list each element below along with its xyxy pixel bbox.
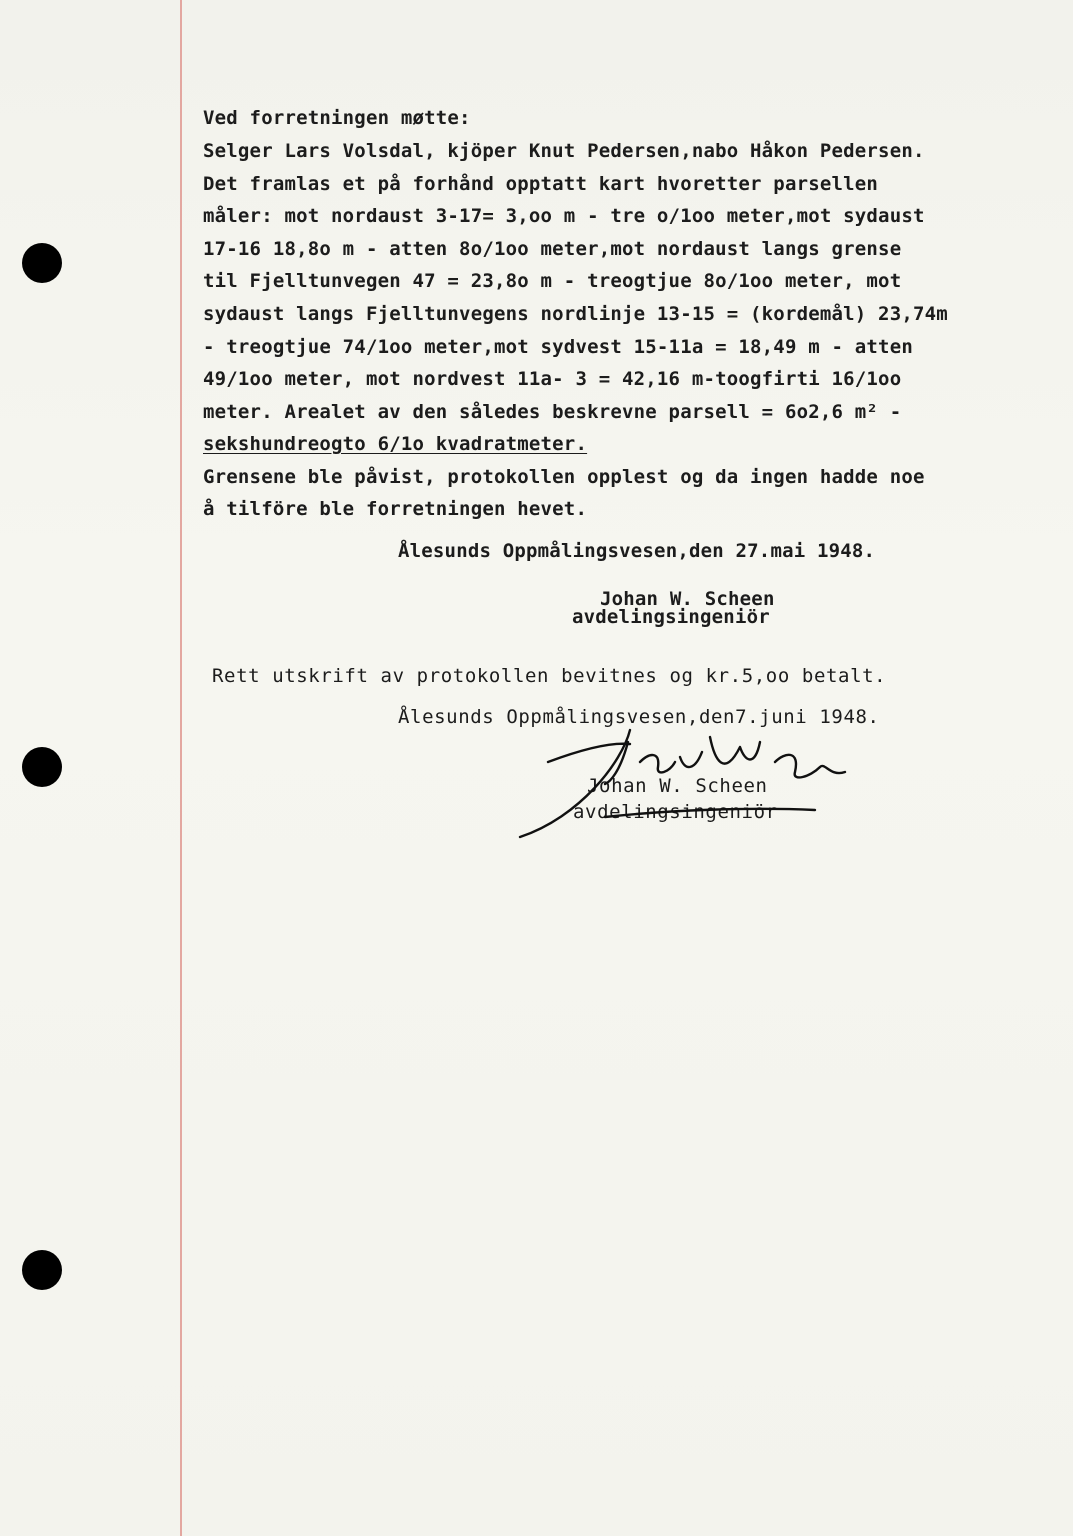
heading: Ved forretningen møtte: [203, 107, 471, 129]
body-line: 49/1oo meter, mot nordvest 11a- 3 = 42,16 m-toogfirti 16/1oo [203, 368, 902, 390]
body-line: 17-16 18,8o m - atten 8o/1oo meter,mot nordaust langs grense [203, 238, 902, 260]
signer-title: avdelingsingeniör [572, 606, 770, 628]
body-line: måler: mot nordaust 3-17= 3,oo m - tre o/1oo meter,mot sydaust [203, 205, 925, 227]
signer-name: Johan W. Scheen [587, 775, 768, 797]
place-date: Ålesunds Oppmålingsvesen,den7.juni 1948. [398, 706, 880, 728]
body-line: Selger Lars Volsdal, kjöper Knut Pedersen,nabo Håkon Pedersen. [203, 140, 925, 162]
red-margin-line [180, 0, 182, 1536]
punch-hole [22, 747, 62, 787]
body-line: sydaust langs Fjelltunvegens nordlinje 13-15 = (kordemål) 23,74m [203, 303, 948, 325]
body-line: Grensene ble påvist, protokollen opplest og da ingen hadde noe [203, 466, 925, 488]
handwritten-signature [510, 722, 870, 847]
body-line: å tilföre ble forretningen hevet. [203, 498, 588, 520]
punch-hole [22, 243, 62, 283]
body-line: meter. Arealet av den således beskrevne parsell = 6o2,6 m² - [203, 401, 902, 423]
body-line: til Fjelltunvegen 47 = 23,8o m - treogtjue 8o/1oo meter, mot [203, 270, 902, 292]
place-date: Ålesunds Oppmålingsvesen,den 27.mai 1948. [398, 540, 876, 562]
body-line: sekshundreogto 6/1o kvadratmeter. [203, 433, 588, 455]
punch-hole [22, 1250, 62, 1290]
signer-name: Johan W. Scheen [600, 588, 775, 610]
body-line: - treogtjue 74/1oo meter,mot sydvest 15-11a = 18,49 m - atten [203, 336, 913, 358]
certification-text: Rett utskrift av protokollen bevitnes og kr.5,oo betalt. [212, 665, 887, 687]
signer-title: avdelingsingeniör [573, 801, 778, 823]
body-line: Det framlas et på forhånd opptatt kart hvoretter parsellen [203, 173, 879, 195]
